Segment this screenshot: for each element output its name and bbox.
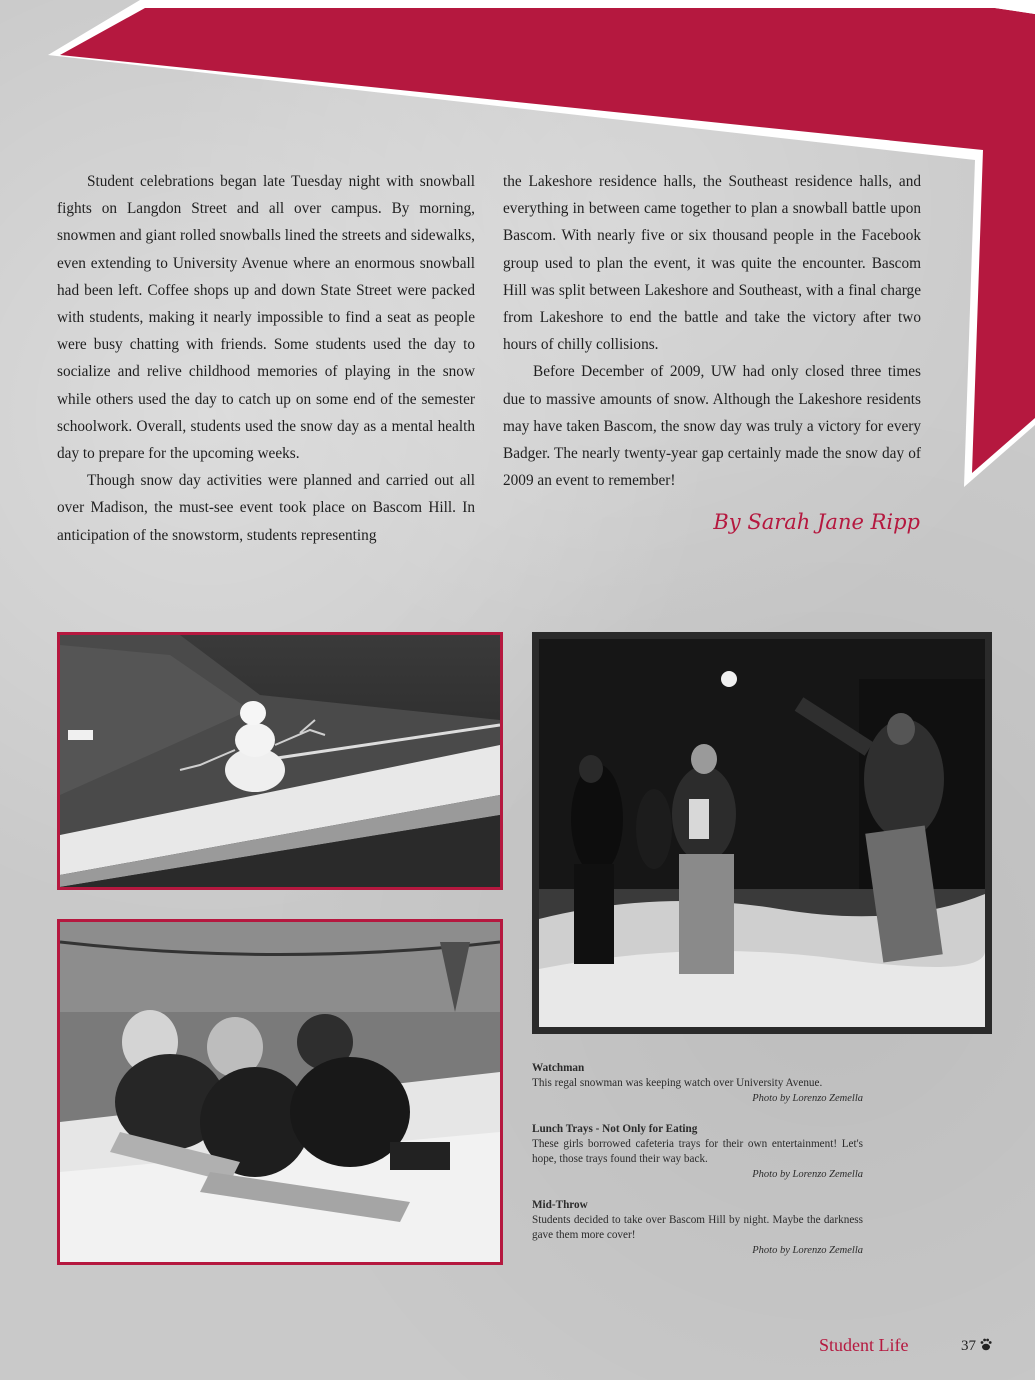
footer-section-title: Student Life [819, 1335, 909, 1355]
caption-title: Lunch Trays - Not Only for Eating [532, 1123, 698, 1135]
article-paragraph: Though snow day activities were planned and carried out all over Madison, the must-see event took place on Bascom Hill. In anticipation of the snowstorm, students representing [57, 472, 475, 544]
photo-mid-throw [532, 632, 992, 1034]
page-number: 37 [961, 1338, 976, 1354]
article-paragraph-continuation: the Lakeshore residence halls, the Southeast residence halls, and everything in between came together to plan a snowball battle upon Bascom. With nearly five or six thousand people in the Facebook group used to plan the event, it was quite the encounter. Bascom Hill was split between Lakeshore and Southeast, with a final charge from Lakeshore to end the battle and take the victory after two hours of chilly collisions. [503, 173, 921, 354]
article-paragraph: Student celebrations began late Tuesday night with snowball fights on Langdon Street and all over campus. By morning, snowmen and giant rolled snowballs lined the streets and sidewalks, even extending to University Avenue where an enormous snowball had been left. Coffee shops up and down State Street were packed with students, making it nearly impossible to find a seat as people were busy chatting with friends. Some students used the day to socialize and relive childhood memories of playing in the snow while others used the day to catch up on some end of the semester schoolwork. Overall, students used the snow day as a mental health day to prepare for the upcoming weeks. [57, 173, 475, 463]
caption-credit: Photo by Lorenzo Zemella [752, 1245, 863, 1256]
article-column-left [57, 168, 475, 549]
article-column-right [503, 168, 921, 494]
caption-watchman [532, 1061, 863, 1106]
article-paragraph: Before December of 2009, UW had only closed three times due to massive amounts of snow. Although the Lakeshore residents may have taken Bascom, the snow day was truly a victory for every Badger. The nearly twenty-year gap certainly made the snow day of 2009 an event to remember! [503, 363, 921, 490]
photo-captions [532, 1061, 863, 1274]
caption-title: Mid-Throw [532, 1199, 588, 1211]
caption-lunch-trays [532, 1122, 863, 1182]
caption-body: Students decided to take over Bascom Hill by night. Maybe the darkness gave them more cover! [532, 1214, 863, 1241]
paw-print-icon [980, 1337, 992, 1351]
caption-body: This regal snowman was keeping watch over University Avenue. [532, 1077, 823, 1089]
caption-credit: Photo by Lorenzo Zemella [752, 1169, 863, 1180]
photo-lunch-trays [57, 919, 503, 1265]
photo-watchman [57, 632, 503, 890]
caption-credit: Photo by Lorenzo Zemella [752, 1093, 863, 1104]
caption-body: These girls borrowed cafeteria trays for their own entertainment! Let's hope, those trays found their way back. [532, 1138, 863, 1165]
caption-title: Watchman [532, 1062, 585, 1074]
caption-mid-throw [532, 1198, 863, 1258]
byline: By Sarah Jane Ripp [713, 510, 920, 534]
